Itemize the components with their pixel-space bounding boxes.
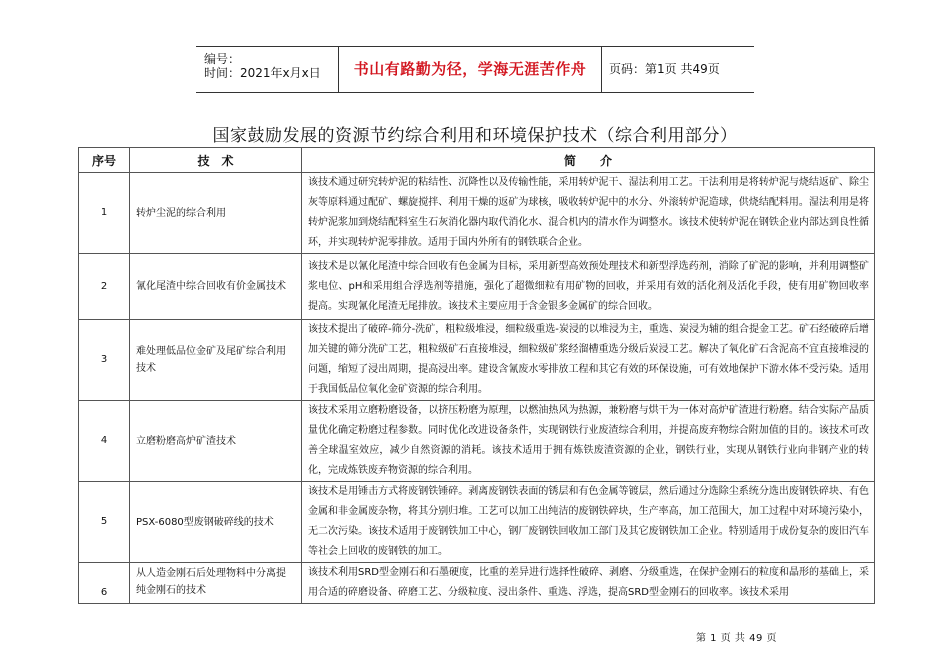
page-footer: 第 1 页 共 49 页 (696, 633, 777, 644)
row-number: 6 (79, 563, 130, 604)
technology-description: 该技术提出了破碎-筛分-洗矿，粗粒级堆浸，细粒级重选-炭浸的以堆浸为主，重选、炭浸为辅的组合提金工艺。矿石经破碎后增加关键的筛分洗矿工艺，粗粒级矿石直接堆浸，细粒级矿浆经溜槽重选分级后炭浸工艺。解决了氧化矿石含泥高不宜直接堆浸的问题，缩短了浸出周期，提高浸出率。建设含氰废水零排放工程和其它有效的环保设施，可有效地保护下游水体不受污染。适用于我国低品位氧化金矿资源的综合利用。 (302, 320, 875, 401)
technology-description: 该技术是以氰化尾渣中综合回收有色金属为目标，采用新型高效预处理技术和新型浮选药剂，消除了矿泥的影响，并利用调整矿浆电位、pH和采用组合浮选剂等措施，强化了超微细粒有用矿物的回收，并采用有效的活化剂及活化手段，使有用矿物回收率提高。实现氰化尾渣无尾排放。该技术主要应用于含金银多金属矿的综合回收。 (302, 254, 875, 320)
technology-description: 该技术是用锤击方式将废钢铁锤碎。剥离废钢铁表面的锈层和有色金属等镀层，然后通过分选除尘系统分选出废钢铁碎块、有色金属和非金属废杂物，将其分别归堆。工艺可以加工出纯洁的废钢铁碎块，生产率高，加工范围大，加工过程中对环境污染小，无二次污染。该技术适用于废钢铁加工中心，钢厂废钢铁回收加工部门及其它废钢铁加工企业。特别适用于成份复杂的废旧汽车等社会上回收的废钢铁的加工。 (302, 482, 875, 563)
technology-name: 转炉尘泥的综合利用 (130, 173, 302, 254)
table-row (79, 563, 875, 604)
header-meta (196, 47, 338, 92)
technology-name: 难处理低品位金矿及尾矿综合利用技术 (130, 320, 302, 401)
table-row (79, 173, 875, 254)
row-number: 5 (79, 482, 130, 563)
row-number: 1 (79, 173, 130, 254)
technology-table (78, 147, 875, 604)
document-title: 国家鼓励发展的资源节约综合利用和环境保护技术（综合利用部分） (212, 126, 738, 146)
technology-name: 从人造金刚石后处理物料中分离提纯金刚石的技术 (130, 563, 302, 604)
motto: 书山有路勤为径，学海无涯苦作舟 (353, 60, 587, 78)
row-number: 4 (79, 401, 130, 482)
technology-name: 立磨粉磨高炉矿渣技术 (130, 401, 302, 482)
table-row (79, 254, 875, 320)
table-row (79, 320, 875, 401)
technology-description: 该技术利用SRD型金刚石和石墨硬度，比重的差异进行选择性破碎、剥磨、分级重选，在保护金刚石的粒度和晶形的基础上，采用合适的碎磨设备、碎磨工艺、分级粒度、浸出条件、重选、浮选，提高SRD型金刚石的回收率。该技术采用 (302, 563, 875, 604)
page-code: 页码：第1页 共49页 (609, 62, 720, 76)
technology-name: PSX-6080型废钢破碎线的技术 (130, 482, 302, 563)
table-row (79, 401, 875, 482)
technology-name: 氰化尾渣中综合回收有价金属技术 (130, 254, 302, 320)
header-page-cell (601, 47, 754, 92)
table-header-row (79, 148, 875, 173)
technology-description: 该技术采用立磨粉磨设备，以挤压粉磨为原理，以燃油热风为热源，兼粉磨与烘干为一体对高炉矿渣进行粉磨。结合实际产品质量优化确定粉磨过程参数。同时优化改进设备条件，实现钢铁行业废渣综合利用，并提高废弃物综合附加值的目的。该技术可改善全球温室效应，减少自然资源的消耗。该技术适用于拥有炼铁废渣资源的企业，钢铁行业，实现从钢铁行业向非钢产业的转化，完成炼铁废弃物资源的综合利用。 (302, 401, 875, 482)
column-header-number: 序号 (79, 148, 130, 173)
number-label: 编号： (204, 52, 241, 66)
time-label: 时间：2021年x月x日 (204, 66, 321, 80)
column-header-introduction: 简 介 (302, 148, 875, 173)
header-motto-cell (338, 47, 602, 92)
table-row (79, 482, 875, 563)
row-number: 2 (79, 254, 130, 320)
document-header (196, 46, 754, 93)
column-header-technology: 技 术 (130, 148, 302, 173)
technology-description: 该技术通过研究转炉泥的粘结性、沉降性以及传输性能，采用转炉泥干、湿法利用工艺。干法利用是将转炉泥与烧结返矿、除尘灰等原料通过配矿、螺旋搅拌、利用干燥的返矿为球核，吸收转炉泥中的水分、外滚转炉泥造球，供烧结配料用。湿法利用是将转炉泥浆加到烧结配料室生石灰消化器内取代消化水、混合机内的清水作为调整水。该技术使转炉泥在钢铁企业内部达到良性循环，并实现转炉泥零排放。适用于国内外所有的钢铁联合企业。 (302, 173, 875, 254)
row-number: 3 (79, 320, 130, 401)
